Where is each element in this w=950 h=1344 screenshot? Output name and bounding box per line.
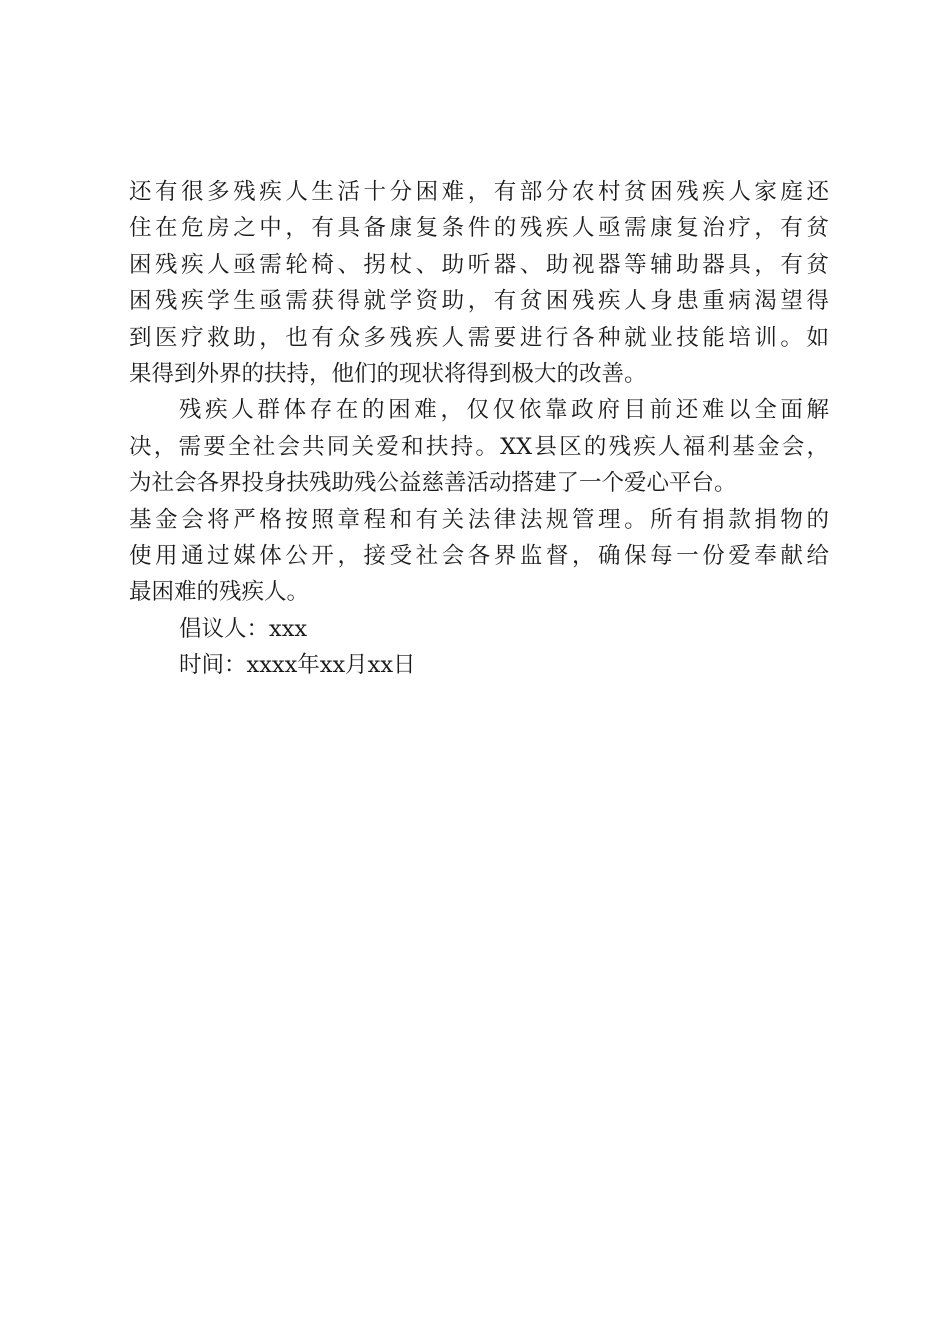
- paragraph-1: [129, 174, 829, 392]
- paragraph-line: 果得到外界的扶持，他们的现状将得到极大的改善。: [129, 360, 647, 387]
- date-line: 时间：xxxx年xx月xx日: [179, 652, 416, 679]
- signature-block: [129, 611, 829, 684]
- paragraph-line: 住在危房之中，有具备康复条件的残疾人亟需康复治疗，有贫: [129, 215, 829, 242]
- paragraph-line: 基金会将严格按照章程和有关法律法规管理。所有捐款捐物的: [129, 506, 829, 533]
- paragraph-line: 还有很多残疾人生活十分困难，有部分农村贫困残疾人家庭还: [129, 179, 829, 205]
- paragraph-line: 决，需要全社会共同关爱和扶持。XX县区的残疾人福利基金会，: [129, 433, 829, 460]
- paragraph-line: 困残疾人亟需轮椅、拐杖、助听器、助视器等辅助器具，有贫: [129, 251, 829, 278]
- paragraph-line: 残疾人群体存在的困难，仅仅依靠政府目前还难以全面解: [179, 397, 829, 424]
- paragraph-line: 到医疗救助，也有众多残疾人需要进行各种就业技能培训。如: [129, 324, 829, 351]
- document-body: [129, 174, 829, 683]
- paragraph-2: [129, 392, 829, 610]
- initiator-line: 倡议人：xxx: [179, 615, 308, 642]
- paragraph-line: 困残疾学生亟需获得就学资助，有贫困残疾人身患重病渴望得: [129, 288, 829, 315]
- paragraph-line: 最困难的残疾人。: [129, 579, 310, 606]
- paragraph-line: 为社会各界投身扶残助残公益慈善活动搭建了一个爱心平台。: [129, 470, 737, 497]
- paragraph-line: 使用通过媒体公开，接受社会各界监督，确保每一份爱奉献给: [129, 542, 829, 569]
